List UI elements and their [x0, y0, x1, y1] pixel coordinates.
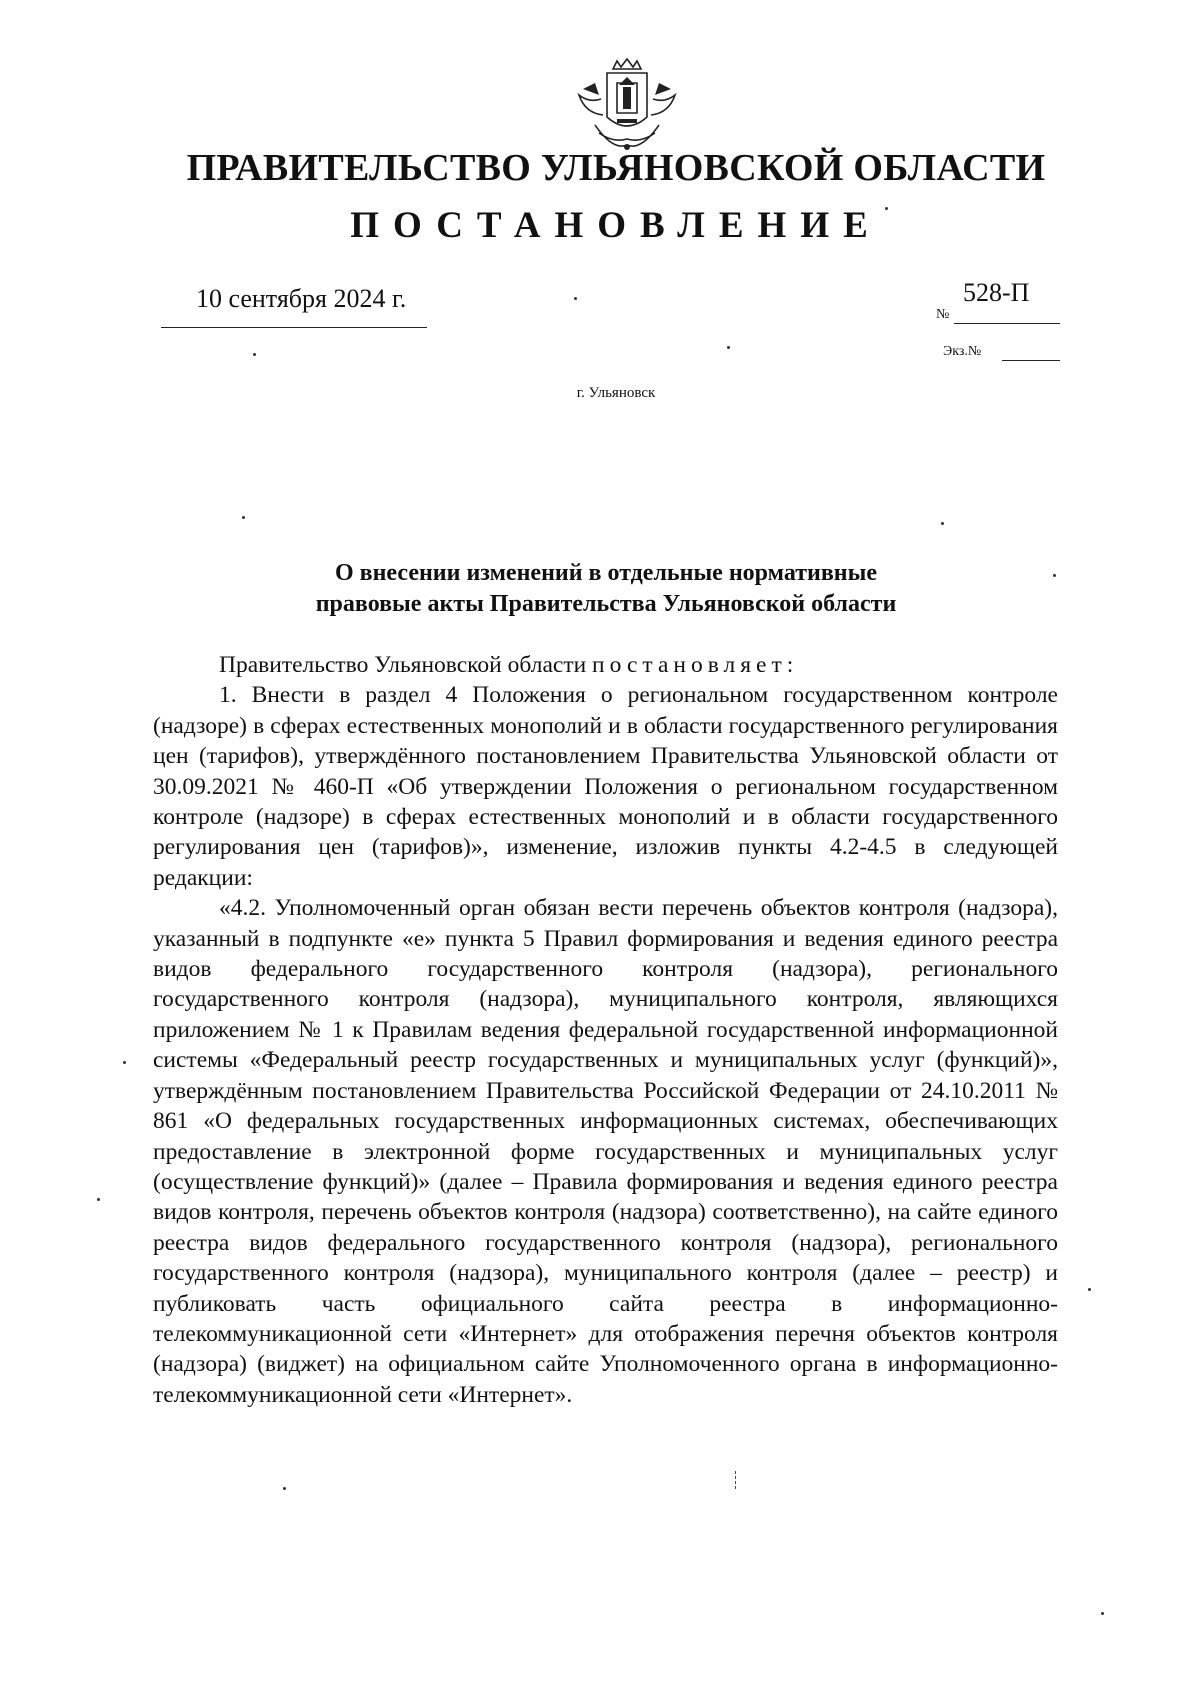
preamble-end: :	[786, 652, 794, 678]
paragraph-item-1: 1. Внести в раздел 4 Положения о региональном государственном контроле (надзоре) в сферах естественных монополий и в области государственного регулирования цен (тарифов), утверждённого постановлением Правительства Ульяновской области от 30.09.2021 № 460-П «Об утверждении Положения о региональном государственном контроле (надзоре) в сферах естественных монополий и в области государственного регулирования цен (тарифов)», изменение, изложив пункты 4.2-4.5 в следующей редакции:	[153, 682, 1058, 891]
scan-mark	[735, 1471, 737, 1489]
number-underline	[954, 323, 1060, 324]
scan-speck	[1053, 574, 1056, 577]
scan-speck	[253, 353, 256, 356]
document-number: 528-П	[963, 278, 1030, 307]
number-label: №	[936, 307, 950, 322]
scan-speck	[242, 516, 245, 519]
preamble-start: Правительство Ульяновской области	[219, 652, 587, 678]
scan-speck	[97, 1198, 100, 1201]
subject-line-1: О внесении изменений в отдельные нормативные	[334, 560, 878, 586]
scan-speck	[727, 346, 730, 349]
ulyanovsk-coat-of-arms-icon	[573, 55, 681, 155]
scan-speck	[123, 1061, 126, 1064]
date-underline	[161, 327, 427, 328]
scan-speck	[885, 207, 888, 210]
document-body	[153, 650, 1058, 1410]
copy-number-label: Экз.№	[943, 344, 982, 359]
paragraph-item-4-2: «4.2. Уполномоченный орган обязан вести перечень объектов контроля (надзора), указанный в подпункте «е» пункта 5 Правил формирования и ведения единого реестра видов федерального государственного контроля (надзора), регионального государственного контроля (надзора), муниципального контроля, являющихся приложением № 1 к Правилам ведения федеральной государственной информационной системы «Федеральный реестр государственных и муниципальных услуг (функций)», утверждённым постановлением Правительства Российской Федерации от 24.10.2011 № 861 «О федеральных государственных информационных системах, обеспечивающих предоставление в электронной форме государственных и муниципальных услуг (осуществление функций)» (далее – Правила формирования и ведения единого реестра видов контроля, перечень объектов контроля (надзора) соответственно), на сайте единого реестра видов федерального государственного контроля (надзора), регионального государственного контроля (надзора), муниципального контроля (далее – реестр) и публиковать часть официального сайта реестра в информационно-телекоммуникационной сети «Интернет» для отображения перечня объектов контроля (надзора) (виджет) на официальном сайте Уполномоченного органа в информационно-телекоммуникационной сети «Интернет».	[153, 895, 1058, 1408]
scan-speck	[283, 1487, 286, 1490]
preamble-keyword: постановляет	[592, 652, 787, 678]
city-name: г. Ульяновск	[576, 385, 656, 401]
document-subject	[0, 558, 1200, 620]
subject-line-2: правовые акты Правительства Ульяновской области	[315, 591, 897, 617]
preamble	[153, 650, 1058, 680]
scan-speck	[1088, 1288, 1091, 1291]
scan-speck	[1101, 1612, 1104, 1615]
copy-number-underline	[1002, 360, 1060, 361]
scan-speck	[941, 522, 944, 525]
scan-speck	[574, 297, 577, 300]
document-type-heading: ПОСТАНОВЛЕНИЕ	[350, 205, 882, 246]
government-title: ПРАВИТЕЛЬСТВО УЛЬЯНОВСКОЙ ОБЛАСТИ	[186, 147, 1046, 189]
document-date: 10 сентября 2024 г.	[196, 284, 407, 313]
